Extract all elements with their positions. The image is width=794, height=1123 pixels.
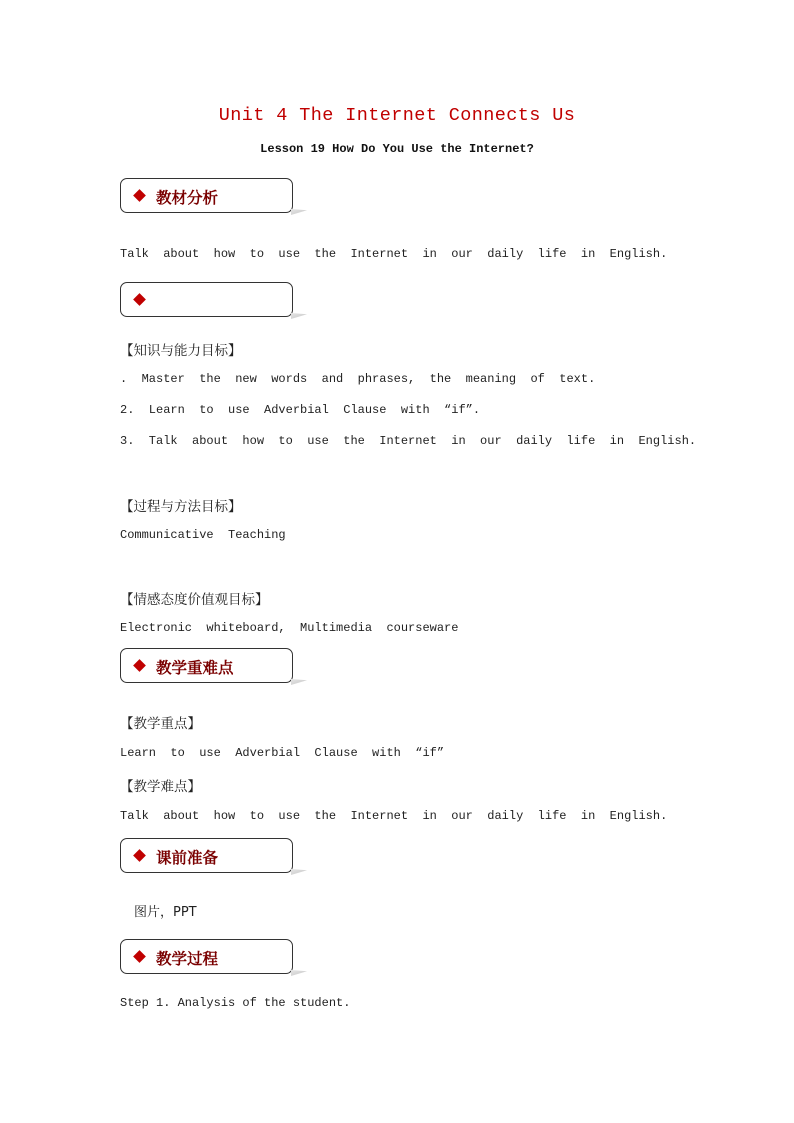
knowledge-heading: 【知识与能力目标】 <box>120 343 242 359</box>
emotion-text: Electronic whiteboard, Multimedia courseware <box>120 621 459 635</box>
difficulty-text: Talk about how to use the Internet in our daily life in English. <box>120 809 668 823</box>
section-label: 教学重难点 <box>156 658 234 677</box>
knowledge-item: . Master the new words and phrases, the meaning of text. <box>120 372 596 386</box>
diamond-bullet-icon <box>133 950 146 963</box>
diamond-bullet-icon <box>133 659 146 672</box>
section-header-objectives <box>120 282 293 317</box>
box-shadow-decoration <box>291 209 307 215</box>
analysis-text: Talk about how to use the Internet in our daily life in English. <box>120 247 668 261</box>
emotion-heading: 【情感态度价值观目标】 <box>120 592 269 608</box>
section-label: 教学过程 <box>156 949 219 968</box>
box-shadow-decoration <box>291 313 307 319</box>
difficulty-heading: 【教学难点】 <box>120 779 201 795</box>
focus-heading: 【教学重点】 <box>120 716 201 732</box>
section-label: 课前准备 <box>156 848 219 867</box>
lesson-subtitle: Lesson 19 How Do You Use the Internet? <box>260 142 534 156</box>
section-header-analysis <box>120 178 293 213</box>
diamond-bullet-icon <box>133 849 146 862</box>
focus-text: Learn to use Adverbial Clause with “if” <box>120 746 445 760</box>
knowledge-item: 2. Learn to use Adverbial Clause with “if”. <box>120 403 481 417</box>
section-label: 教材分析 <box>156 188 219 207</box>
process-method-text: Communicative Teaching <box>120 528 286 542</box>
box-shadow-decoration <box>291 970 307 976</box>
preparation-text: 图片，PPT <box>134 905 197 920</box>
process-method-heading: 【过程与方法目标】 <box>120 499 242 515</box>
diamond-bullet-icon <box>133 293 146 306</box>
section-header-process <box>120 939 293 974</box>
box-shadow-decoration <box>291 869 307 875</box>
diamond-bullet-icon <box>133 189 146 202</box>
knowledge-item: 3. Talk about how to use the Internet in our daily life in English. <box>120 434 697 448</box>
section-header-key-points <box>120 648 293 683</box>
step-text: Step 1. Analysis of the student. <box>120 996 351 1010</box>
box-shadow-decoration <box>291 679 307 685</box>
section-header-preparation <box>120 838 293 873</box>
document-title: Unit 4 The Internet Connects Us <box>218 105 576 126</box>
